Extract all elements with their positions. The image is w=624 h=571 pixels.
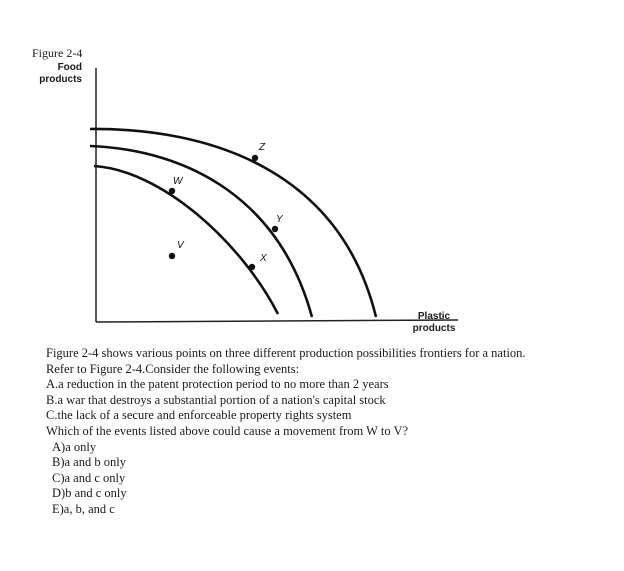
question-intro: Figure 2-4 shows various points on three different production possibilities frontiers for a nation.: [46, 346, 526, 360]
point-z-label: Z: [259, 142, 266, 153]
question-refer: Refer to Figure 2-4.Consider the following events:: [46, 361, 300, 376]
question-prompt: Which of the events listed above could cause a movement from W to V?: [46, 423, 409, 438]
point-v: [169, 253, 175, 259]
option-a[interactable]: A)a only: [52, 439, 97, 454]
ppf-curve-outer: [90, 129, 376, 317]
x-axis: [96, 320, 458, 322]
point-z: [252, 155, 258, 161]
x-axis-label-line2: products: [412, 323, 456, 334]
ppf-curve-inner: [94, 166, 278, 314]
point-w-label: W: [173, 176, 183, 187]
y-axis-label-line2: products: [39, 74, 82, 85]
point-x: [249, 264, 255, 270]
answer-options: [52, 440, 606, 518]
point-y-label: Y: [276, 214, 283, 225]
point-v-label: V: [177, 240, 184, 251]
option-b[interactable]: B)a and b only: [52, 455, 126, 470]
point-w: [169, 188, 175, 194]
point-y: [272, 226, 278, 232]
option-c[interactable]: C)a and c only: [52, 470, 126, 485]
event-b: B.a war that destroys a substantial portion of a nation's capital stock: [46, 392, 386, 407]
y-axis-label-line1: Food: [57, 62, 82, 73]
event-c: C.the lack of a secure and enforceable property rights system: [46, 408, 352, 423]
point-x-label: X: [260, 253, 267, 264]
x-axis-label-line1: Plastic: [417, 311, 451, 322]
question-block: [46, 346, 606, 518]
event-a: A.a reduction in the patent protection period to no more than 2 years: [46, 377, 389, 392]
option-d[interactable]: D)b and c only: [52, 486, 127, 501]
figure-label: Figure 2-4: [32, 46, 83, 60]
option-e[interactable]: E)a, b, and c: [52, 501, 115, 516]
